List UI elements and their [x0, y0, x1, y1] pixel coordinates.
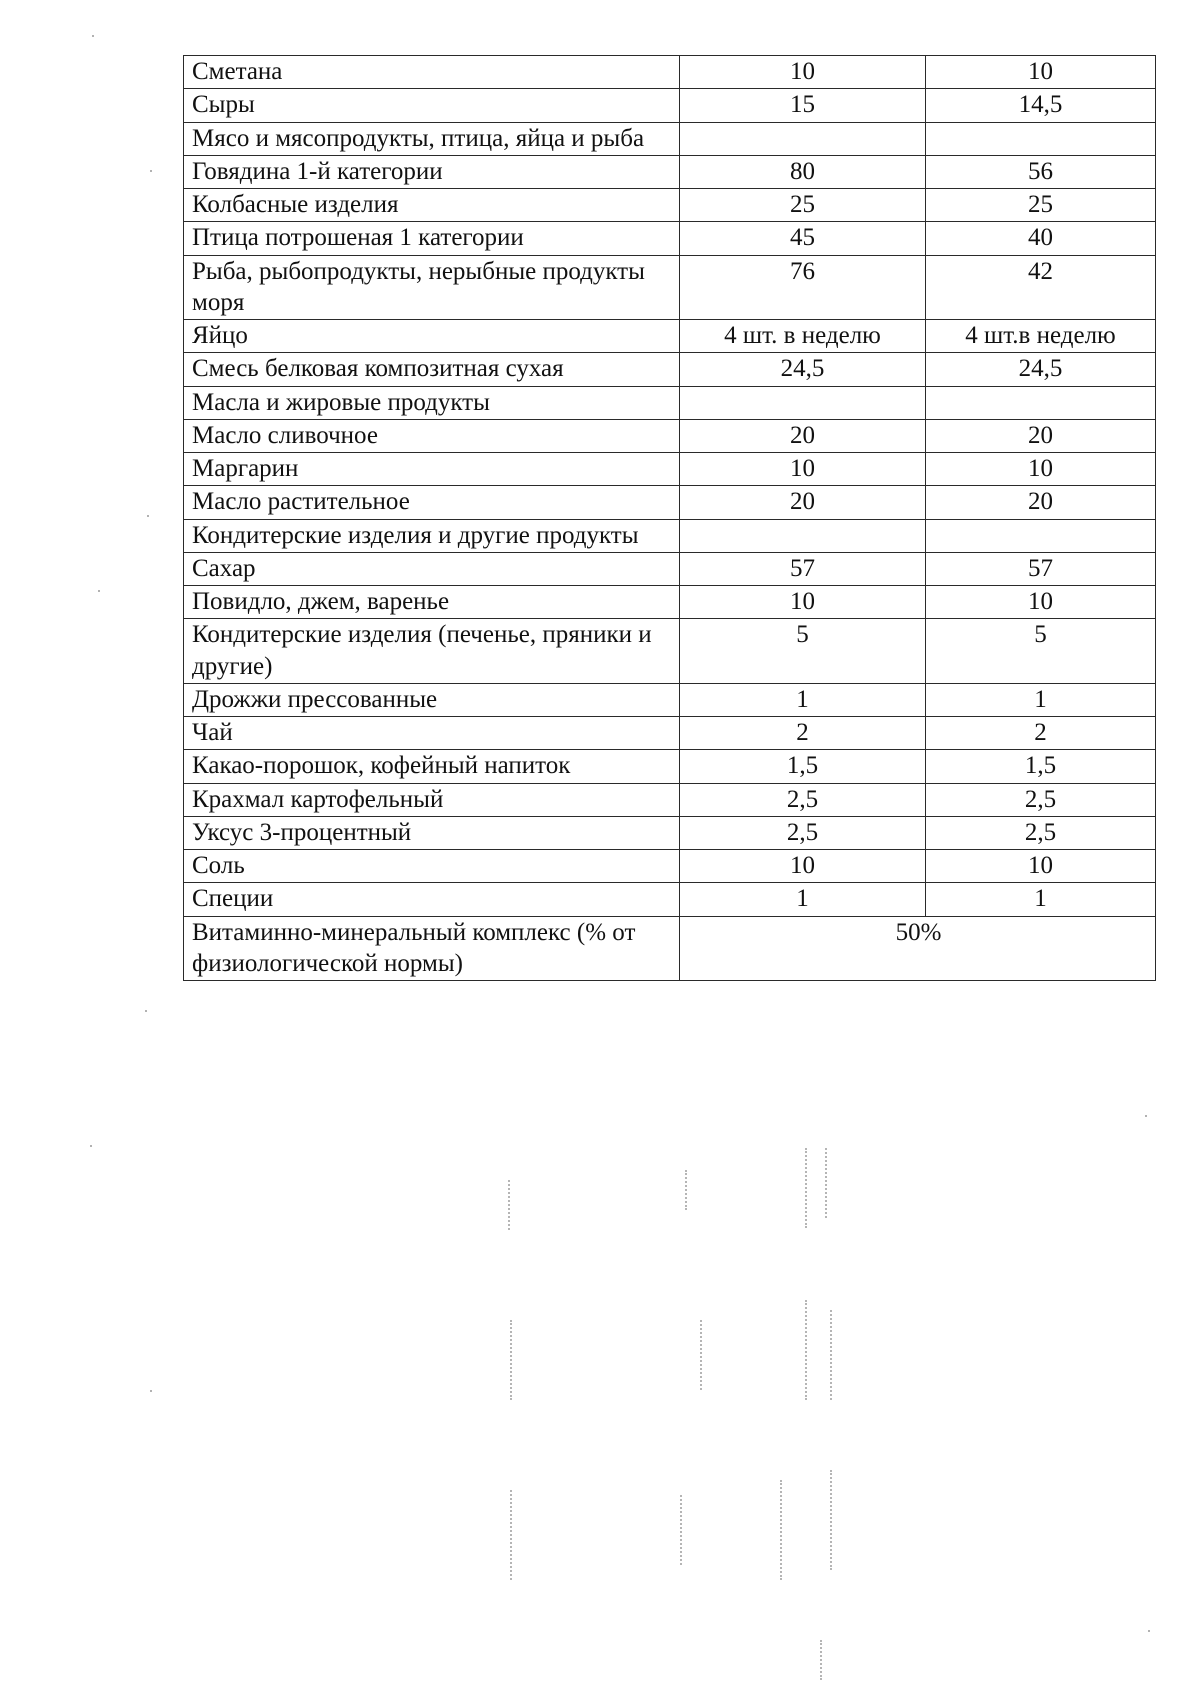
norm-value-cell-b: 10 — [926, 453, 1156, 486]
norm-value-cell-a — [680, 122, 926, 155]
norm-value-cell-b: 2 — [926, 717, 1156, 750]
norm-value-cell-a: 1 — [680, 883, 926, 916]
norm-value-cell-a: 2,5 — [680, 783, 926, 816]
table-row — [184, 619, 1156, 684]
product-name-cell: Сахар — [184, 552, 680, 585]
table-row — [184, 155, 1156, 188]
table-row — [184, 122, 1156, 155]
product-group-cell: Кондитерские изделия и другие продукты — [184, 519, 680, 552]
table-row — [184, 783, 1156, 816]
norm-value-cell-a: 2 — [680, 717, 926, 750]
norm-value-cell-b: 42 — [926, 255, 1156, 320]
food-norms-table — [183, 55, 1156, 981]
norm-value-cell-a: 76 — [680, 255, 926, 320]
norm-value-cell-b: 2,5 — [926, 816, 1156, 849]
norm-value-cell-b: 2,5 — [926, 783, 1156, 816]
norm-value-cell-b: 5 — [926, 619, 1156, 684]
norm-value-cell-a: 15 — [680, 89, 926, 122]
norm-value-cell-a: 10 — [680, 453, 926, 486]
norm-value-cell-a: 45 — [680, 222, 926, 255]
table-row — [184, 453, 1156, 486]
norm-value-cell-b: 40 — [926, 222, 1156, 255]
product-name-cell: Соль — [184, 850, 680, 883]
product-group-cell: Мясо и мясопродукты, птица, яйца и рыба — [184, 122, 680, 155]
product-group-cell: Масла и жировые продукты — [184, 386, 680, 419]
product-name-cell: Птица потрошеная 1 категории — [184, 222, 680, 255]
product-name-cell: Яйцо — [184, 320, 680, 353]
norm-value-cell-b: 1 — [926, 683, 1156, 716]
product-name-cell: Витаминно-минеральный комплекс (% от физиологической нормы) — [184, 916, 680, 981]
product-name-cell: Смесь белковая композитная сухая — [184, 353, 680, 386]
norm-value-cell-b: 10 — [926, 56, 1156, 89]
product-name-cell: Дрожжи прессованные — [184, 683, 680, 716]
norm-value-cell-b: 24,5 — [926, 353, 1156, 386]
table-row-vitamin-complex — [184, 916, 1156, 981]
norm-value-cell-a: 10 — [680, 56, 926, 89]
table-row — [184, 683, 1156, 716]
table-row — [184, 519, 1156, 552]
norm-value-cell-b: 1,5 — [926, 750, 1156, 783]
table-row — [184, 320, 1156, 353]
norm-value-cell-b: 56 — [926, 155, 1156, 188]
product-name-cell: Маргарин — [184, 453, 680, 486]
product-name-cell: Чай — [184, 717, 680, 750]
table-row — [184, 56, 1156, 89]
vitamin-complex-value-cell: 50% — [680, 916, 1156, 981]
norm-value-cell-a: 57 — [680, 552, 926, 585]
food-norms-table-body — [184, 56, 1156, 981]
table-row — [184, 717, 1156, 750]
product-name-cell: Крахмал картофельный — [184, 783, 680, 816]
norm-value-cell-a: 1,5 — [680, 750, 926, 783]
table-row — [184, 89, 1156, 122]
table-row — [184, 419, 1156, 452]
product-name-cell: Специи — [184, 883, 680, 916]
product-name-cell: Масло сливочное — [184, 419, 680, 452]
norm-value-cell-a: 5 — [680, 619, 926, 684]
product-name-cell: Масло растительное — [184, 486, 680, 519]
table-row — [184, 386, 1156, 419]
table-row — [184, 586, 1156, 619]
norm-value-cell-a — [680, 519, 926, 552]
table-row — [184, 255, 1156, 320]
norm-value-cell-b: 10 — [926, 586, 1156, 619]
product-name-cell: Сыры — [184, 89, 680, 122]
norm-value-cell-a: 25 — [680, 189, 926, 222]
norm-value-cell-b — [926, 386, 1156, 419]
table-row — [184, 189, 1156, 222]
norm-value-cell-b: 1 — [926, 883, 1156, 916]
table-row — [184, 552, 1156, 585]
norm-value-cell-b: 4 шт.в неделю — [926, 320, 1156, 353]
norm-value-cell-b — [926, 519, 1156, 552]
product-name-cell: Говядина 1-й категории — [184, 155, 680, 188]
norm-value-cell-b: 20 — [926, 419, 1156, 452]
table-row — [184, 750, 1156, 783]
table-row — [184, 883, 1156, 916]
norm-value-cell-b: 14,5 — [926, 89, 1156, 122]
norm-value-cell-a: 10 — [680, 850, 926, 883]
norm-value-cell-b: 20 — [926, 486, 1156, 519]
table-row — [184, 222, 1156, 255]
product-name-cell: Повидло, джем, варенье — [184, 586, 680, 619]
norm-value-cell-a: 20 — [680, 419, 926, 452]
norm-value-cell-a: 80 — [680, 155, 926, 188]
product-name-cell: Какао-порошок, кофейный напиток — [184, 750, 680, 783]
product-name-cell: Сметана — [184, 56, 680, 89]
norm-value-cell-a: 1 — [680, 683, 926, 716]
table-row — [184, 486, 1156, 519]
norm-value-cell-a: 20 — [680, 486, 926, 519]
norm-value-cell-a: 4 шт. в неделю — [680, 320, 926, 353]
norm-value-cell-b: 10 — [926, 850, 1156, 883]
product-name-cell: Кондитерские изделия (печенье, пряники и другие) — [184, 619, 680, 684]
product-name-cell: Уксус 3-процентный — [184, 816, 680, 849]
table-row — [184, 816, 1156, 849]
norm-value-cell-a: 24,5 — [680, 353, 926, 386]
norm-value-cell-b: 57 — [926, 552, 1156, 585]
table-row — [184, 353, 1156, 386]
norm-value-cell-b — [926, 122, 1156, 155]
norm-value-cell-a: 2,5 — [680, 816, 926, 849]
product-name-cell: Колбасные изделия — [184, 189, 680, 222]
norm-value-cell-b: 25 — [926, 189, 1156, 222]
norm-value-cell-a — [680, 386, 926, 419]
table-row — [184, 850, 1156, 883]
product-name-cell: Рыба, рыбопродукты, нерыбные продукты моря — [184, 255, 680, 320]
norm-value-cell-a: 10 — [680, 586, 926, 619]
